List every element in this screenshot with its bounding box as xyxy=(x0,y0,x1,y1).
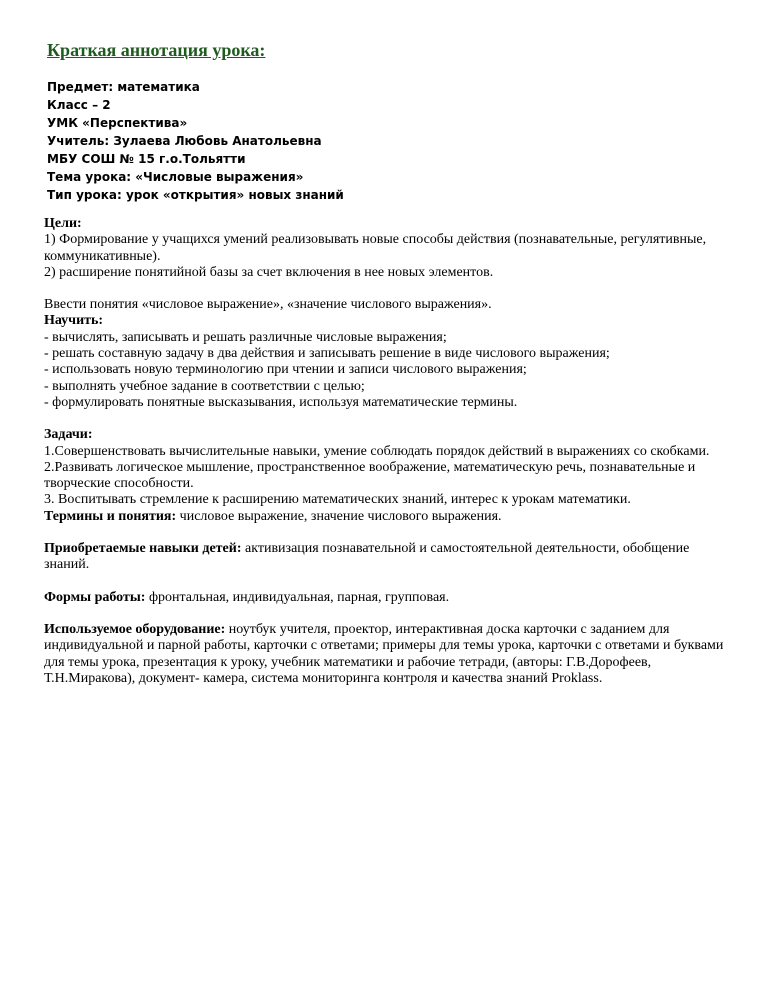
task-item: 1.Совершенствовать вычислительные навыки, умение соблюдать порядок действий в выражениях со скобками. xyxy=(44,443,710,459)
teach-heading: Научить: xyxy=(44,313,104,329)
page-title: Краткая аннотация урока: xyxy=(47,40,266,60)
forms-label: Формы работы: xyxy=(44,589,146,605)
tasks-heading: Задачи: xyxy=(44,427,93,443)
skills-label: Приобретаемые навыки детей: xyxy=(44,541,242,557)
spacer xyxy=(44,525,724,541)
equipment-paragraph xyxy=(44,622,724,687)
meta-teacher: Учитель: Зулаева Любовь Анатольевна xyxy=(47,134,322,148)
skills-text: активизация познавательной и самостоятельной деятельности, обобщение знаний. xyxy=(44,541,690,573)
terms-text: числовое выражение, значение числового выражения. xyxy=(176,508,502,524)
meta-subject: Предмет: математика xyxy=(47,80,200,94)
meta-lesson-type: Тип урока: урок «открытия» новых знаний xyxy=(47,188,344,202)
teach-item: - формулировать понятные высказывания, используя математические термины. xyxy=(44,394,518,410)
equipment-text: ноутбук учителя, проектор, интерактивная доска карточки с заданием для индивидуальной и парной работы, карточки с ответами; примеры для темы урока, карточки с ответами и буквами для темы урока, презентация к уроку, учебник математики и рабочие тетради, (авторы: Г.В.Дорофеев, Т.Н.Миракова), документ- камера, система мониторинга контроля и качества знаний Proklass. xyxy=(44,621,724,686)
document-body xyxy=(44,216,724,687)
introduce-concepts: Ввести понятия «числовое выражение», «значение числового выражения». xyxy=(44,297,492,313)
task-item: 3. Воспитывать стремление к расширению математических знаний, интерес к урокам математики. xyxy=(44,492,631,508)
spacer xyxy=(44,606,724,622)
spacer xyxy=(44,281,724,297)
meta-topic: Тема урока: «Числовые выражения» xyxy=(47,170,304,184)
forms-text: фронтальная, индивидуальная, парная, групповая. xyxy=(145,589,450,605)
meta-grade: Класс – 2 xyxy=(47,98,111,112)
equipment-label: Используемое оборудование: xyxy=(44,621,226,637)
spacer xyxy=(44,574,724,590)
terms-label: Термины и понятия: xyxy=(44,508,177,524)
lesson-meta xyxy=(47,78,344,204)
goal-item: 2) расширение понятийной базы за счет включения в нее новых элементов. xyxy=(44,264,494,280)
teach-item: - решать составную задачу в два действия и записывать решение в виде числового выражения; xyxy=(44,346,610,362)
skills-paragraph xyxy=(44,541,724,574)
meta-curriculum: УМК «Перспектива» xyxy=(47,116,188,130)
terms-paragraph xyxy=(44,509,724,525)
teach-item: - использовать новую терминологию при чтении и записи числового выражения; xyxy=(44,362,527,378)
goal-item: 1) Формирование у учащихся умений реализовывать новые способы действия (познавательные, регулятивные, коммуникативные). xyxy=(44,232,707,264)
forms-paragraph xyxy=(44,590,724,606)
spacer xyxy=(44,411,724,427)
goals-heading: Цели: xyxy=(44,216,82,231)
teach-item: - вычислять, записывать и решать различные числовые выражения; xyxy=(44,329,447,345)
meta-school: МБУ СОШ № 15 г.о.Тольятти xyxy=(47,152,246,166)
task-item: 2.Развивать логическое мышление, пространственное воображение, математическую речь, познавательные и творческие способности. xyxy=(44,459,696,492)
teach-item: - выполнять учебное задание в соответствии с целью; xyxy=(44,378,365,394)
